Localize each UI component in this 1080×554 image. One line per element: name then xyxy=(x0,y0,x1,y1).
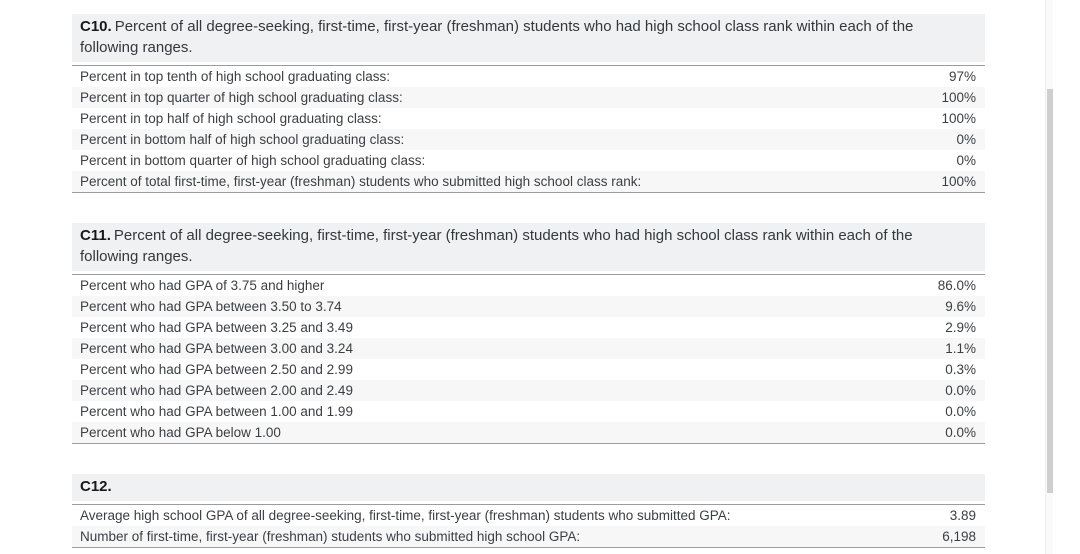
row-label: Percent who had GPA between 1.00 and 1.99 xyxy=(80,404,353,419)
section-c10-table xyxy=(72,65,985,193)
row-value: 0% xyxy=(956,132,976,147)
row-value: 0.0% xyxy=(945,383,976,398)
section-c10-title: Percent of all degree-seeking, first-time, first-year (freshman) students who had high school class rank within each of the following ranges. xyxy=(80,18,914,56)
row-value: 2.9% xyxy=(945,320,976,335)
section-c10-label: C10. xyxy=(80,18,112,35)
row-label: Percent in top tenth of high school graduating class: xyxy=(80,69,390,84)
section-c12 xyxy=(72,474,985,548)
row-value: 97% xyxy=(948,69,976,84)
row-value: 0% xyxy=(956,153,976,168)
row-label: Number of first-time, first-year (freshman) students who submitted high school GPA: xyxy=(80,529,581,544)
table-row xyxy=(72,338,985,359)
table-row xyxy=(72,129,985,150)
table-row xyxy=(72,275,985,296)
content-area xyxy=(72,14,985,548)
section-c11-title: Percent of all degree-seeking, first-time, first-year (freshman) students who had high school class rank within each of the following ranges. xyxy=(80,227,913,265)
section-c10-header xyxy=(72,14,985,62)
row-label: Percent who had GPA between 2.00 and 2.49 xyxy=(80,383,353,398)
row-label: Percent in top half of high school graduating class: xyxy=(80,111,382,126)
table-row xyxy=(72,317,985,338)
row-value: 6,198 xyxy=(942,529,976,544)
row-value: 86.0% xyxy=(937,278,976,293)
section-c12-table xyxy=(72,504,985,548)
scrollbar-thumb[interactable] xyxy=(1047,89,1053,493)
section-c12-label: C12. xyxy=(80,478,112,495)
table-row xyxy=(72,171,985,192)
scrollbar-track[interactable] xyxy=(1045,0,1053,554)
row-label: Percent who had GPA between 3.25 and 3.49 xyxy=(80,320,353,335)
table-row xyxy=(72,401,985,422)
row-value: 100% xyxy=(941,90,976,105)
table-row xyxy=(72,380,985,401)
section-c11-table xyxy=(72,274,985,444)
table-row xyxy=(72,526,985,547)
row-value: 0.0% xyxy=(945,425,976,440)
table-row xyxy=(72,87,985,108)
table-row xyxy=(72,66,985,87)
section-c11 xyxy=(72,223,985,444)
row-label: Percent who had GPA below 1.00 xyxy=(80,425,281,440)
row-label: Percent who had GPA between 3.00 and 3.24 xyxy=(80,341,353,356)
table-row xyxy=(72,296,985,317)
row-label: Percent of total first-time, first-year (freshman) students who submitted high school class rank: xyxy=(80,174,642,189)
table-row xyxy=(72,505,985,526)
row-value: 3.89 xyxy=(949,508,976,523)
row-label: Percent who had GPA between 3.50 to 3.74 xyxy=(80,299,342,314)
row-value: 100% xyxy=(941,174,976,189)
section-c11-header xyxy=(72,223,985,271)
row-label: Percent who had GPA of 3.75 and higher xyxy=(80,278,325,293)
row-value: 0.3% xyxy=(945,362,976,377)
row-value: 9.6% xyxy=(945,299,976,314)
row-value: 1.1% xyxy=(945,341,976,356)
row-label: Percent in bottom quarter of high school graduating class: xyxy=(80,153,426,168)
row-value: 100% xyxy=(941,111,976,126)
row-label: Average high school GPA of all degree-seeking, first-time, first-year (freshman) students who submitted GPA: xyxy=(80,508,731,523)
section-c10 xyxy=(72,14,985,193)
row-label: Percent in top quarter of high school graduating class: xyxy=(80,90,403,105)
table-row xyxy=(72,422,985,443)
row-label: Percent in bottom half of high school graduating class: xyxy=(80,132,405,147)
table-row xyxy=(72,108,985,129)
row-value: 0.0% xyxy=(945,404,976,419)
section-c12-header xyxy=(72,474,985,501)
table-row xyxy=(72,150,985,171)
row-label: Percent who had GPA between 2.50 and 2.99 xyxy=(80,362,353,377)
section-c11-label: C11. xyxy=(80,227,111,244)
table-row xyxy=(72,359,985,380)
